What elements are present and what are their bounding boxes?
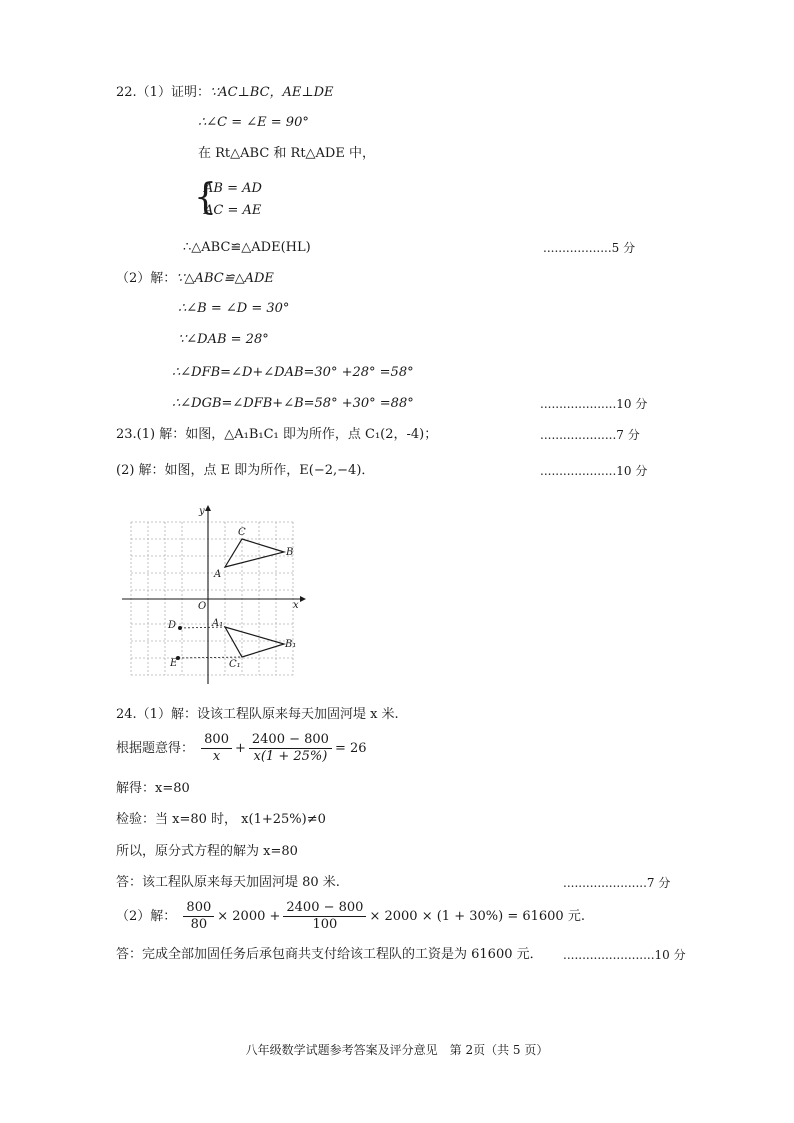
- brace-icon: {: [194, 177, 217, 218]
- q24-p2-fraction-2: $\frac{2400 - 800}{100}$: [283, 900, 366, 933]
- q24-score-1: ......................7 分: [563, 876, 671, 890]
- q22-angles-eq: ∴∠C = ∠E = 90°: [198, 115, 309, 130]
- q24-part1: 24.（1）解：设该工程队原来每天加固河堤 x 米.: [116, 707, 399, 722]
- q24-eq-fraction-1: $\frac{800}{x}$: [201, 732, 232, 765]
- q24-conclusion: 所以，原分式方程的解为 x=80: [116, 844, 298, 859]
- q22-angle-dgb: ∴∠DGB=∠DFB+∠B=58° +30° =88°: [172, 396, 414, 411]
- q22-conclusion: ∴△ABC≌△ADE(HL): [183, 240, 311, 255]
- q24-p2-fraction-1: $\frac{800}{80}$: [183, 900, 214, 933]
- q24-answer-1: 答：该工程队原来每天加固河堤 80 米.: [116, 875, 340, 890]
- q22-angle-dab: ∵∠DAB = 28°: [178, 332, 269, 347]
- x-axis-arrow-icon: [300, 596, 306, 602]
- label-c1: C₁: [229, 659, 241, 670]
- label-b1: B₁: [285, 639, 297, 650]
- triangle-a1b1c1: [225, 627, 284, 657]
- y-axis-label: y: [199, 506, 205, 517]
- q24-equation: 根据题意得： $\frac{800}{x}$ + $\frac{2400 - 800}{x(1 + 25\%)}$ = 26: [116, 732, 367, 764]
- q22-since-congruent: ∵△ABC≌△ADE: [176, 271, 274, 286]
- page-footer: 八年级数学试题参考答案及评分意见 第 2页（共 5 页）: [245, 1043, 549, 1057]
- coordinate-figure: [118, 505, 308, 687]
- q22-score-2: ....................10 分: [540, 397, 648, 411]
- label-e: E: [170, 658, 178, 669]
- q24-part2: （2）解： $\frac{800}{80}$ × 2000 + $\frac{2400 - 800}{100}$ × 2000 × (1 + 30%) = 61600 元.: [116, 900, 585, 932]
- q22-condition-2: AC = AE: [204, 203, 262, 218]
- q23-part2: (2) 解：如图，点 E 即为所作，E(−2,−4)．: [116, 463, 375, 478]
- q24-score-2: ........................10 分: [563, 948, 686, 962]
- label-c: C: [238, 527, 246, 538]
- label-b: B: [286, 547, 294, 558]
- x-axis-label: x: [293, 600, 299, 611]
- q22-given: ∵AC⊥BC，AE⊥DE: [209, 85, 334, 100]
- q23-part1: 23.(1) 解：如图，△A₁B₁C₁ 即为所作，点 C₁(2，-4)；: [116, 427, 438, 442]
- q24-answer-2: 答：完成全部加固任务后承包商共支付给该工程队的工资是为 61600 元．: [116, 947, 543, 962]
- y-axis-arrow-icon: [205, 505, 211, 511]
- label-a: A: [214, 569, 222, 580]
- q22-part2-label: （2）解：∵△ABC≌△ADE: [116, 271, 274, 286]
- q24-solve: 解得：x=80: [116, 781, 190, 796]
- label-d: D: [168, 620, 177, 631]
- q23-score-2: ....................10 分: [540, 464, 648, 478]
- label-a1: A₁: [212, 618, 224, 629]
- triangle-abc: [225, 539, 284, 567]
- q24-check: 检验：当 x=80 时， x(1+25%)≠0: [116, 812, 326, 827]
- q23-score-1: ....................7 分: [540, 428, 640, 442]
- q22-part1-label: 22.（1）证明：∵AC⊥BC，AE⊥DE: [116, 85, 334, 100]
- q24-eq-fraction-2: $\frac{2400 - 800}{x(1 + 25\%)}$: [249, 732, 332, 765]
- q22-angle-dfb: ∴∠DFB=∠D+∠DAB=30° +28° =58°: [172, 365, 414, 380]
- q22-score-1: ..................5 分: [543, 241, 636, 255]
- q22-in-triangles: 在 Rt△ABC 和 Rt△ADE 中，: [198, 146, 375, 161]
- q22-angle-b-d: ∴∠B = ∠D = 30°: [178, 301, 290, 316]
- q22-condition-1: AB = AD: [204, 181, 262, 196]
- point-d: [178, 626, 182, 630]
- origin-label: O: [198, 601, 207, 612]
